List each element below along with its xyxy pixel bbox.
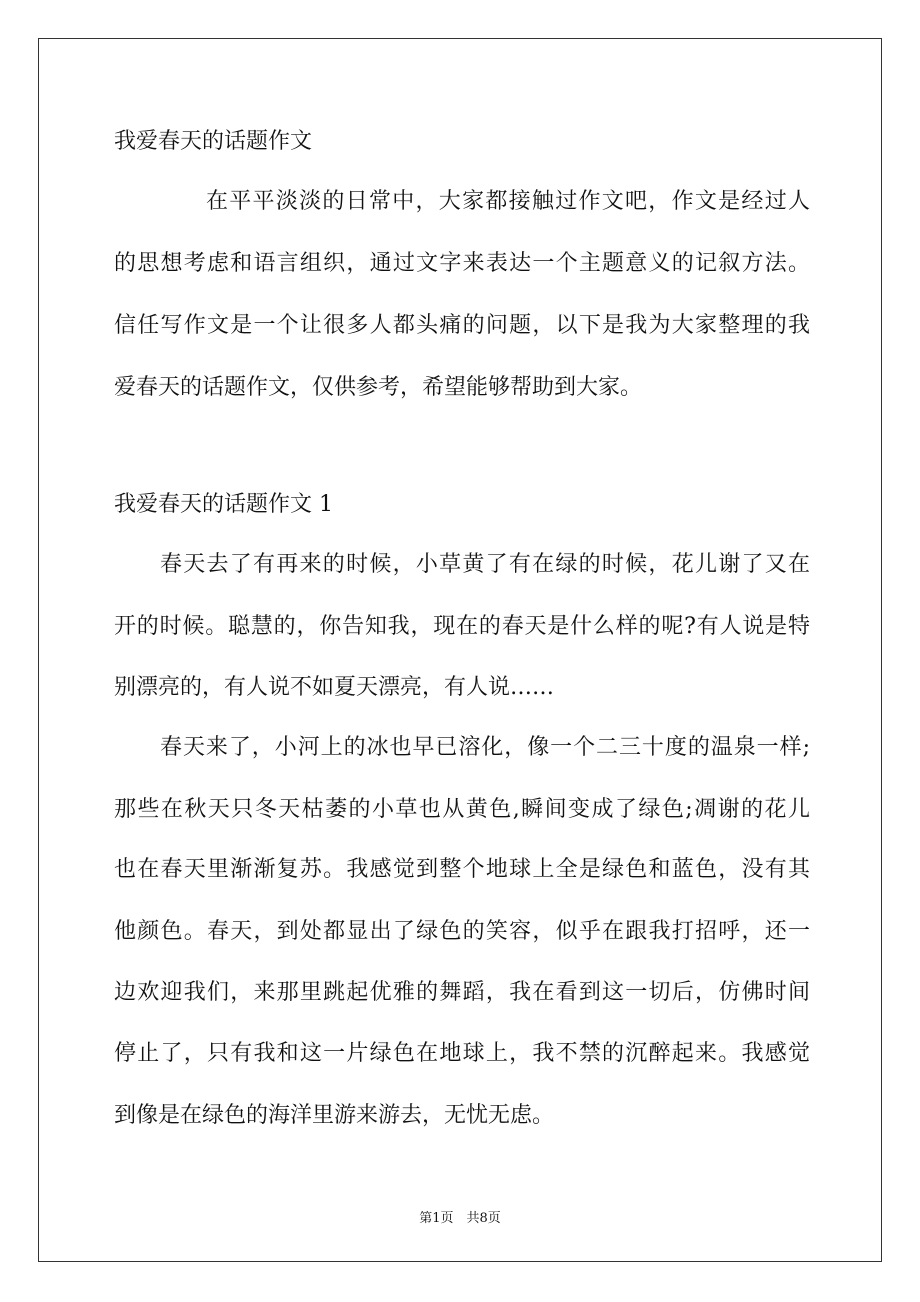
paragraph-line: 春天去了有再来的时候，小草黄了有在绿的时候，花儿谢了又在 (160, 552, 810, 577)
document-title: 我爱春天的话题作文 (114, 129, 313, 154)
paragraph-line: 也在春天里渐渐复苏。我感觉到整个地球上全是绿色和蓝色，没有其 (114, 857, 810, 882)
paragraph-line: 春天来了，小河上的冰也早已溶化，像一个二三十度的温泉一样; (160, 735, 810, 760)
paragraph-line: 到像是在绿色的海洋里游来游去，无忧无虑。 (114, 1103, 555, 1128)
paragraph-line: 开的时候。聪慧的，你告知我，现在的春天是什么样的呢?有人说是特 (114, 614, 810, 639)
paragraph-line: 停止了，只有我和这一片绿色在地球上，我不禁的沉醉起来。我感觉 (114, 1041, 810, 1066)
page-border (38, 38, 882, 1262)
intro-line: 在平平淡淡的日常中，大家都接触过作文吧，作文是经过人 (206, 189, 810, 214)
intro-line: 的思想考虑和语言组织，通过文字来表达一个主题意义的记叙方法。 (114, 251, 810, 276)
page-number-footer: 第1页 共8页 (419, 1211, 501, 1226)
section-heading: 我爱春天的话题作文 1 (114, 492, 333, 517)
paragraph-line: 那些在秋天只冬天枯萎的小草也从黄色,瞬间变成了绿色;凋谢的花儿 (114, 797, 810, 822)
intro-line: 爱春天的话题作文，仅供参考，希望能够帮助到大家。 (114, 375, 643, 400)
paragraph-line: 别漂亮的，有人说不如夏天漂亮，有人说…… (114, 675, 555, 700)
intro-line: 信任写作文是一个让很多人都头痛的问题，以下是我为大家整理的我 (114, 313, 810, 338)
paragraph-line: 边欢迎我们，来那里跳起优雅的舞蹈，我在看到这一切后，仿佛时间 (114, 980, 810, 1005)
paragraph-line: 他颜色。春天，到处都显出了绿色的笑容，似乎在跟我打招呼，还一 (114, 919, 810, 944)
